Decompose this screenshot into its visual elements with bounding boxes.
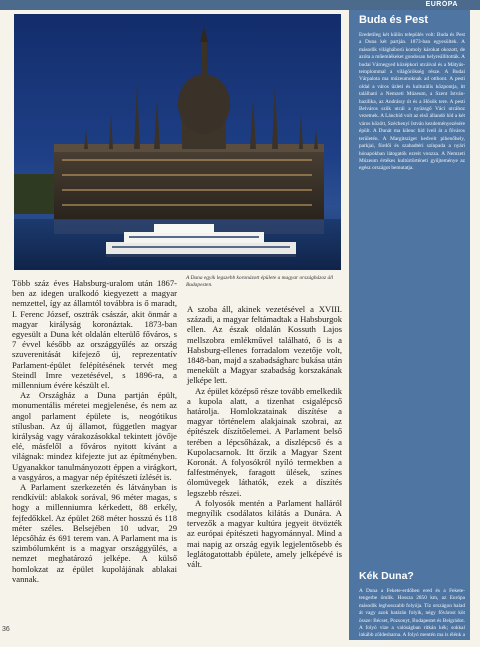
top-bar bbox=[0, 0, 480, 10]
sidebar-title-2: Kék Duna? bbox=[359, 570, 414, 582]
sidebar-title: Buda és Pest bbox=[359, 14, 429, 26]
parliament-photo bbox=[14, 14, 341, 270]
paragraph: Több száz éves Habsburg-uralom után 1867-ben az idegen uralkodó kiegyezett a magyar nemzettel, így az államtól továbbra is ő maradt, I. Ferenc József, osztrák császár, akit önmár a magyar királyság koronáztak. 1873-ban egyesült a Duna két oldalán elterülő főváros, s 7 évvel később az országgyűlés az ország szuverenitását kifejező új, reprezentatív Parlament-épület felépítésének tervét meg Steindl Imre vezetésével, s 1896-ra, a millennium évére készült el. bbox=[12, 278, 177, 391]
section-tag: EURÓPA bbox=[425, 1, 458, 8]
photo-caption: A Duna egyik legszebb koronázott épülete a magyar országházoz áll Budapesten. bbox=[186, 275, 334, 288]
paragraph: A folyosók mentén a Parlament halláról megnyílik csodálatos kilátás a Dunára. A tervezők a magyar kultúra jegyeit ötvözték az európai építészeti hagyománnyal. Mind a mai napig az ország egyik legjelentősebb és leglátogatottabb épülete, amely jelképévé is vált. bbox=[187, 497, 342, 570]
body-column-1 bbox=[12, 278, 177, 584]
sidebar-panel bbox=[349, 10, 470, 646]
parliament-illustration bbox=[14, 14, 341, 270]
body-column-2 bbox=[187, 304, 342, 569]
paragraph: A szoba áll, akinek vezetésével a XVIII. századi, a magyar feltámadtak a Habsburgok ellen. Az észak oldalán Kossuth Lajos mellszobra emlékművel található, ő is a Habsburg-ellenes forradalom vezetője volt, 1848-ban, majd a szabadságharc bukása után menekült a Magyar szabadság korszakának jelképe lett. bbox=[187, 304, 342, 386]
page-number: 36 bbox=[2, 626, 10, 633]
sidebar-text-2: A Duna a Fekete-erdőben ered és a Fekete-tengerbe ömlik. Hossza 2850 km, az Európa második leghosszabb folyója. Tíz országon halad át vagy azok határán folyik, négy fővárost köt össze: Bécset, Pozsonyt, Budapestet és Belgrádot. A folyó vize a valóságban ritkán kék; sokkal inkább zöldesbarna. A folyó mentén ma is élénk a hajóforgalom. bbox=[359, 588, 465, 646]
paragraph: A Parlament szerkezetén és látványban is rendkívül: ablakok sorával, 96 méter magas, s hogy a millenniumra kérkedett, 88 erkély, fejfedőkkel. Az épület 268 méter hosszú és 118 méter széles. Belsejében 10 udvar, 29 lépcsőház és 691 terem van. A Parlament ma is szimbólumként is a magyar országgyűlés, a nemzet meghatározó jelképe. A külső homlokzat az épület kupolájának ablakai vannak. bbox=[12, 482, 177, 584]
paragraph: Az Országház a Duna partján épült, monumentális méretei megjelenése, és nem az angol parlament épülete is, neogótikus stílusban. Az új államot, független magyar királyság vagy várakozásokkal tekintett jövője elé, másfelől a főváros nyitott kívánt a világnak: mindez kifejezte jut az építményben. Ugyanakkor tanulmányozott éppen a virágkort, a vasgyáros, a magyar nép építészeti ízlését is. bbox=[12, 390, 177, 482]
sidebar-text: Eredetileg két külön település volt: Buda és Pest a Duna két partján. 1873-ban egyesültek. A második világháború komoly károkat okozott, de azóta a műemlékeket gondosan helyreállították. A budai Várnegyed középkori utcáival és a Mátyás-templommal a világörökség része. A Budai Várpalota ma múzeumoknak ad otthont. A pesti oldal a város üzleti és kulturális központja, itt található a Nemzeti Múzeum, a Szent István-bazilika, az Andrássy út és a Hősök tere. A pesti Belváros szűk utcái a nyüzsgő Váci utcához vezetnek. A Lánchíd volt az első állandó híd a két város között, Széchenyi István kezdeményezésére épült. A Dunát ma kilenc híd íveli át a főváros területén. A Margitsziget kedvelt pihenőhely, parkjai, fürdői és szabadtéri színpada a nyári hónapokban látogatók ezreit vonzza. A Nemzeti Múzeum értékes kultúrtörténeti gyűjteménye az egész országot bemutatja. bbox=[359, 32, 465, 172]
paragraph: Az épület középső része tovább emelkedik a kupola alatt, a tizenhat csigalépcső határolja. Homlokzatainak díszítése a magyar történelem alakjainak szobrai, az építészek díszítőelemei. A Parlament belső terében a lépcsőházak, a díszlépcső és a Kupolacsarnok. Itt őrzik a Magyar Szent Koronát. A folyosókról nyíló termekben a falfestmények, faragott ülések, színes ólomüvegek láthatók, ezek a díszítés legszebb részei. bbox=[187, 385, 342, 498]
